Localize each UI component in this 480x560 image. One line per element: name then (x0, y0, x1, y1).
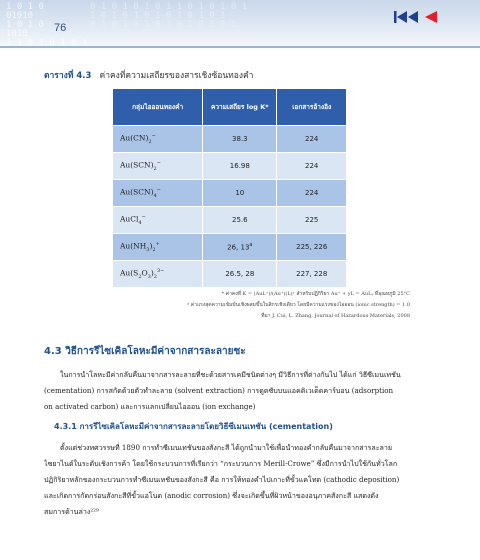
stability-constants-table (112, 88, 347, 288)
species-cell: $Au(NH_3)_2^+$ (113, 234, 203, 261)
paragraph-line: และเกิดการกัดกร่อนสังกะสีที่ขั้วแอโนด (anodic corrosion) ซึ่งจะเกิดขึ้นที่ผิวหน้าของอนุภาคสังกะสี แสดงดัง (44, 491, 379, 500)
reference-cell: 224 (277, 153, 347, 180)
section-heading: 4.3 วิธีการรีไซเคิลโลหะมีค่าจากสารละลายชะ (44, 346, 246, 357)
section-paragraph (44, 367, 450, 415)
subsection-heading: 4.3.1 การรีไซเคิลโลหะมีค่าจากสารละลายโดยวิธีซีเมนเทชัน (cementation) (54, 422, 333, 431)
paragraph-line: ตั้งแต่ช่วงทศวรรษที่ 1890 การทำซีเมนเทชันของสังกะสี ได้ถูกนำมาใช้เพื่อนำทองคำกลับคืนมาจากสารละลาย (60, 443, 392, 452)
column-header: ความเสถียร log K* (203, 89, 277, 126)
table-caption (44, 68, 253, 82)
left-triangle-icon[interactable] (424, 10, 438, 24)
stability-cell: 16.98 (203, 153, 277, 180)
column-header: กลุ่มไอออนทองคำ (113, 89, 203, 126)
page-header (0, 0, 480, 46)
stability-cell: 26, 13$^a$ (203, 234, 277, 261)
species-cell: AuCl$_4$− (113, 207, 203, 234)
binary-decoration: 1 0 1 0 01010 1 0 1 0 1010 1 1 0 1 0 1 0 1 (6, 2, 88, 46)
binary-decoration-2: 0 1 0 1 0 1 0 1 1 0 1 0 1 0 1 1 0 1 0 1 0 1 0 1 0 1 0 1 0 1 0 1 0 1 0 1 0 1 0 1 0 1 (90, 2, 248, 30)
table-row (113, 126, 347, 153)
paragraph-line: ปฏิกิริยาหลักของกระบวนการทำซีเมนเทชันของสังกะสี คือ การให้ทองคำไปเกาะที่ขั้วแคโทด (cathodic deposition) (44, 475, 400, 484)
reference-cell: 224 (277, 180, 347, 207)
stability-cell: 25.6 (203, 207, 277, 234)
subsection-paragraph (44, 440, 450, 520)
paragraph-line: ไซยาไนด์ในระดับเชิงการค้า โดยใช้กระบวนการที่เรียกว่า “กระบวนการ Merill-Crowe” ซึ่งมีการนำไปใช้กันทั่วโลก (44, 459, 398, 468)
reference-cell: 224 (277, 126, 347, 153)
column-header: เอกสารอ้างอิง (277, 89, 347, 126)
footnote: ᵃ ค่าแรงสุดความเข้มข้นเชิงผสมขึ้นในสิกรเชิงเดียว โดยมีความแรงของไอออน (ionic strength) = 1.0 (187, 302, 410, 308)
stability-cell: 26.5, 28 (203, 261, 277, 288)
species-cell: $Au(S_2O_3)_2^{3-}$ (113, 261, 203, 288)
reference-cell: 227, 228 (277, 261, 347, 288)
species-cell: $Au(CN)_2^-$ (113, 126, 203, 153)
table-row (113, 261, 347, 288)
table-caption-label: ตารางที่ 4.3 (44, 71, 92, 81)
table-row (113, 207, 347, 234)
reference-cell: 225, 226 (277, 234, 347, 261)
paragraph-line: (cementation) การสกัดด้วยตัวทำละลาย (solvent extraction) การดูดซับบนแอคติเวเต็ดคาร์บอน (adsorption (44, 386, 394, 395)
species-cell: $Au(SCN)_2^-$ (113, 153, 203, 180)
table-row (113, 180, 347, 207)
stability-cell: 38.3 (203, 126, 277, 153)
page-number: 76 (54, 22, 67, 34)
paragraph-line: สมการด้านล่าง²²⁹ (44, 507, 99, 516)
paragraph-line: on activated carbon) และการแลกเปลี่ยนไอออน (ion exchange) (44, 402, 256, 411)
header-divider (0, 46, 480, 48)
footnote: * ค่าคงที่ K = (AuL⁺)/(Au⁺)(L)ʸ สำหรับปฏิกิริยา Au⁺ + yL = AuLᵧ ที่อุณหภูมิ 25°C (221, 291, 410, 297)
stability-cell: 10 (203, 180, 277, 207)
paragraph-line: ในการนำโลหะมีค่ากลับคืนมาจากสารละลายที่ชะด้วยสารเคมีชนิดต่างๆ มีวิธีการที่ต่างกันไป ได้แก่ วิธีซีเมนเทชัน (60, 370, 401, 379)
table-header-row (113, 89, 347, 126)
species-cell: $Au(SCN)_4^-$ (113, 180, 203, 207)
reference-cell: 225 (277, 207, 347, 234)
source-note: ที่มา J. Cui, L. Zhang, Journal of Hazardous Materials, 2008 (261, 313, 410, 319)
table-row (113, 153, 347, 180)
double-left-arrow-icon[interactable] (394, 10, 420, 24)
table-caption-text: ค่าคงที่ความเสถียรของสารเชิงซ้อนทองคำ (99, 71, 254, 81)
table-row (113, 234, 347, 261)
